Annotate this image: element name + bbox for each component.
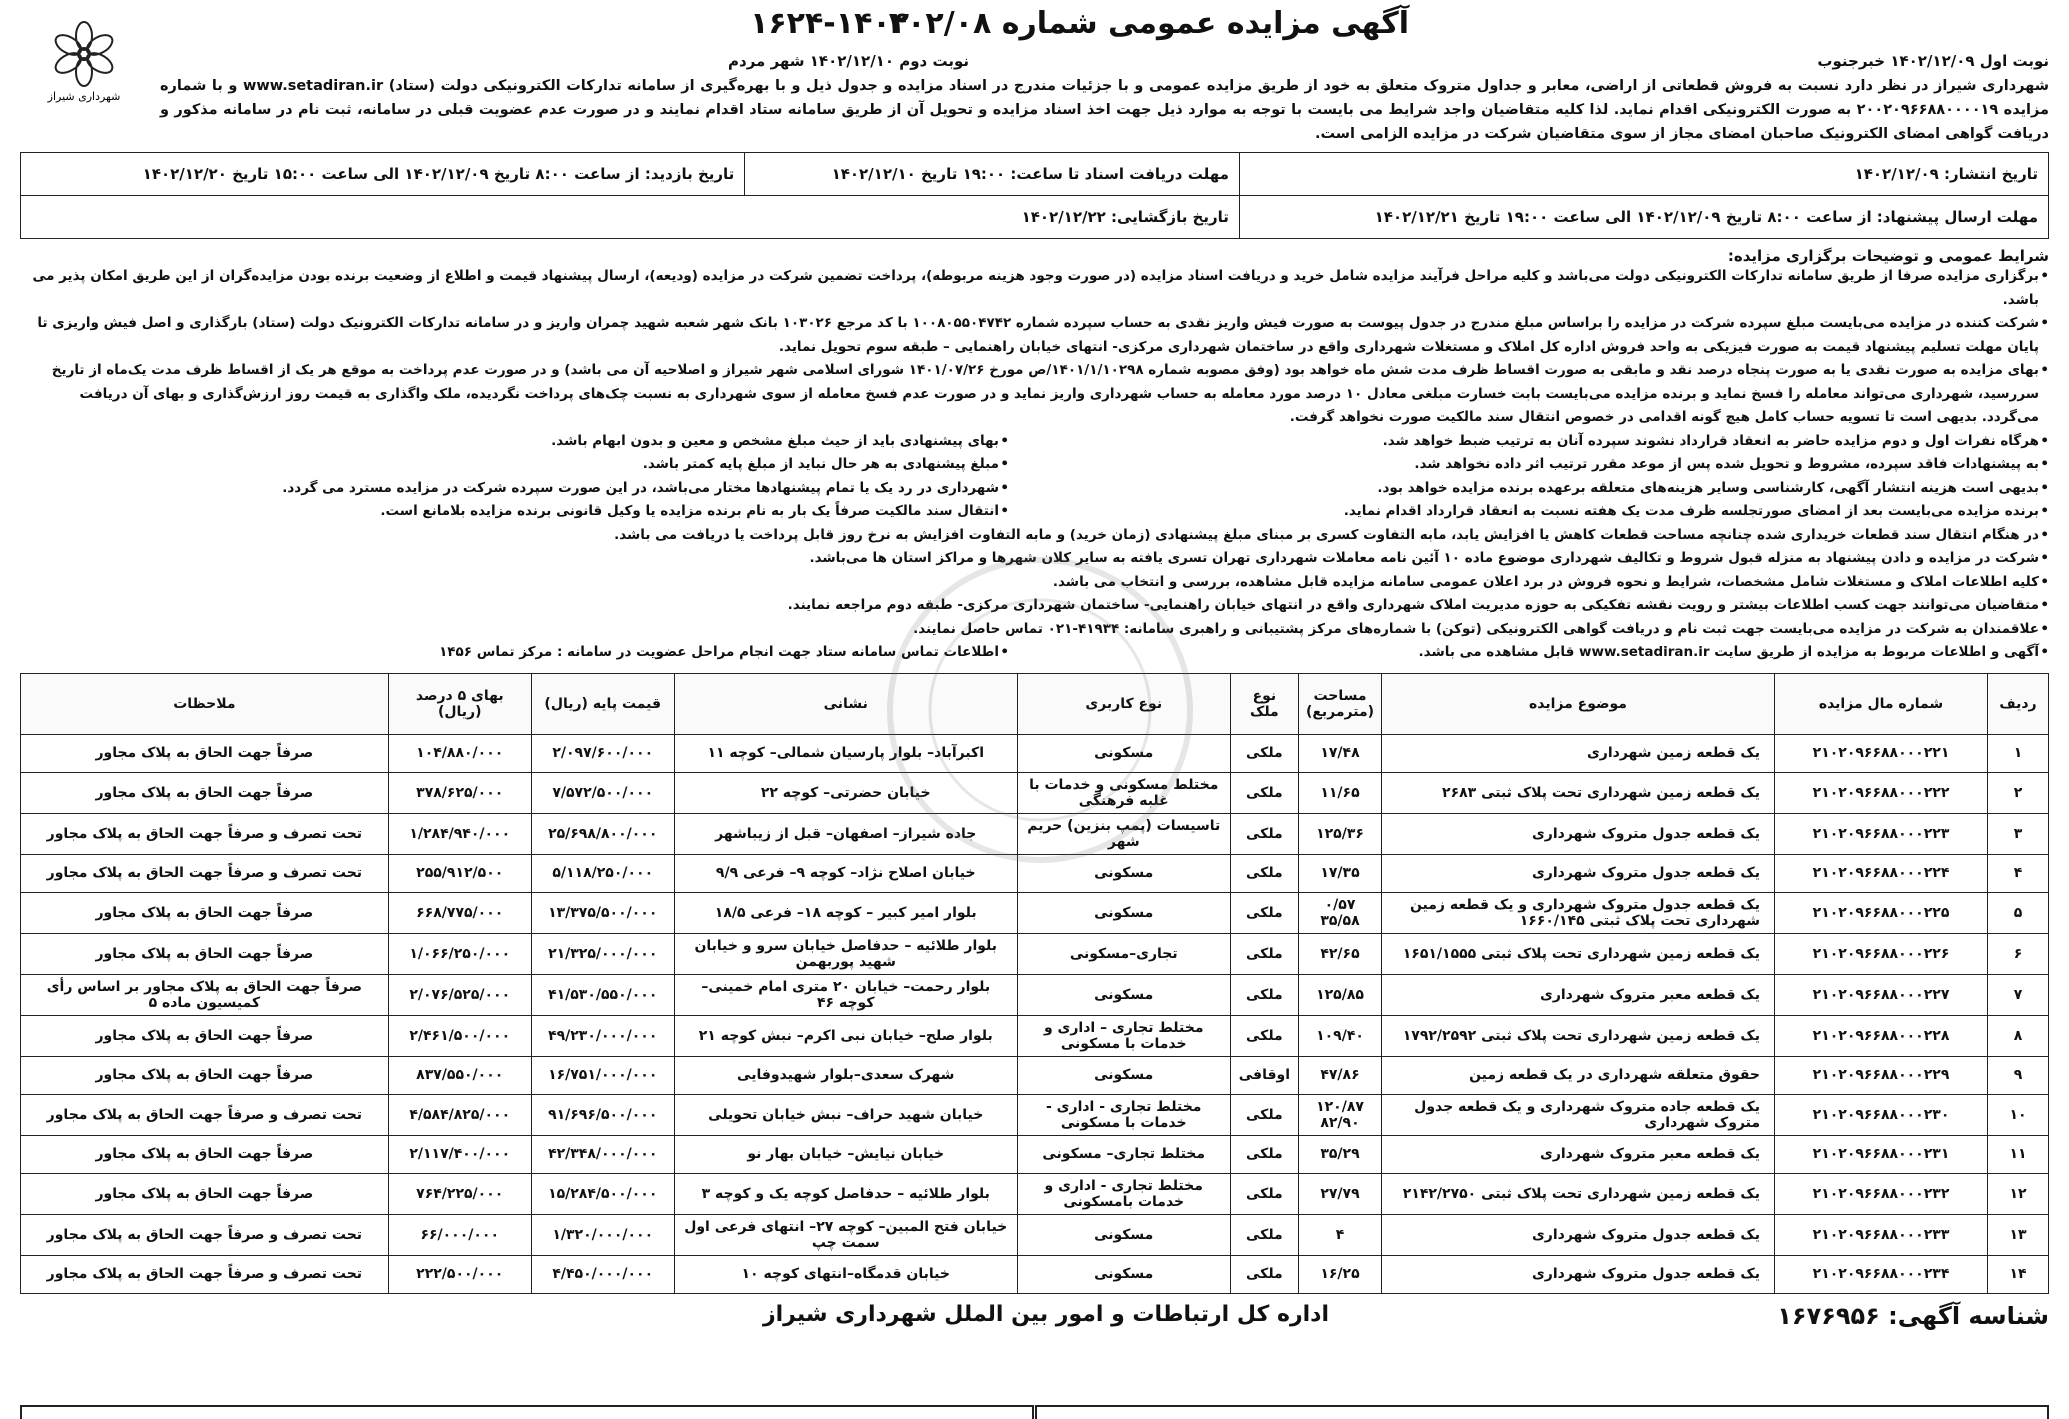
cell-row: ۱ xyxy=(1988,734,2049,772)
table-row xyxy=(21,772,2049,813)
notice-title: آگهی مزایده عمومی شماره ۴۰۲/۰۸ xyxy=(888,6,1409,41)
cell-base-price: ۴/۴۵۰/۰۰۰/۰۰۰ xyxy=(531,1255,674,1293)
cell-deposit: ۱۰۴/۸۸۰/۰۰۰ xyxy=(388,734,531,772)
cell-address: خیابان شهید حراف– نبش خیابان تحویلی xyxy=(674,1094,1017,1135)
cell-notes: صرفاً جهت الحاق به پلاک مجاور xyxy=(21,1056,389,1094)
cell-asset-no: ۲۱۰۲۰۹۶۶۸۸۰۰۰۲۲۹ xyxy=(1775,1056,1988,1094)
cell-row: ۹ xyxy=(1988,1056,2049,1094)
cell-address: خیابان حضرتی– کوچه ۲۲ xyxy=(674,772,1017,813)
cell-address: خیابان فتح المبین– کوچه ۲۷– انتهای فرعی اول سمت چپ xyxy=(674,1214,1017,1255)
cell-base-price: ۱۵/۲۸۴/۵۰۰/۰۰۰ xyxy=(531,1173,674,1214)
cell-base-price: ۴۹/۲۳۰/۰۰۰/۰۰۰ xyxy=(531,1015,674,1056)
publication-row xyxy=(20,50,2049,74)
cell-base-price: ۱۳/۳۷۵/۵۰۰/۰۰۰ xyxy=(531,892,674,933)
cell-deposit: ۶۶۸/۷۷۵/۰۰۰ xyxy=(388,892,531,933)
cell-area: ۲۷/۷۹ xyxy=(1299,1173,1382,1214)
cell-notes: صرفاً جهت الحاق به پلاک مجاور xyxy=(21,933,389,974)
cell-area: ۳۵/۲۹ xyxy=(1299,1135,1382,1173)
cell-ownership: ملکی xyxy=(1230,892,1298,933)
conditions-full-list xyxy=(20,265,2049,430)
cell-address: خیابان اصلاح نژاد– کوچه ۹– فرعی ۹/۹ xyxy=(674,854,1017,892)
cell-subject: یک قطعه زمین شهرداری تحت پلاک ثبتی ۲۶۸۳ xyxy=(1382,772,1775,813)
cell-notes: صرفاً جهت الحاق به پلاک مجاور xyxy=(21,1173,389,1214)
cell-subject: یک قطعه زمین شهرداری تحت پلاک ثبتی ۲۱۴۲/۲۷۵۰ xyxy=(1382,1173,1775,1214)
table-row xyxy=(21,1056,2049,1094)
table-body xyxy=(21,734,2049,1293)
cell-subject: یک قطعه زمین شهرداری تحت پلاک ثبتی ۱۶۵۱/۱۵۵۵ xyxy=(1382,933,1775,974)
conditions-title: شرایط عمومی و توضیحات برگزاری مزایده: xyxy=(1727,247,2049,265)
cell-asset-no: ۲۱۰۲۰۹۶۶۸۸۰۰۰۲۳۰ xyxy=(1775,1094,1988,1135)
cell-asset-no: ۲۱۰۲۰۹۶۶۸۸۰۰۰۲۳۴ xyxy=(1775,1255,1988,1293)
cell-subject: یک قطعه جدول متروک شهرداری xyxy=(1382,813,1775,854)
cell-ownership: ملکی xyxy=(1230,1214,1298,1255)
cell-deposit: ۶۶/۰۰۰/۰۰۰ xyxy=(388,1214,531,1255)
cell-asset-no: ۲۱۰۲۰۹۶۶۸۸۰۰۰۲۳۲ xyxy=(1775,1173,1988,1214)
cell-notes: صرفاً جهت الحاق به پلاک مجاور بر اساس رأی کمیسیون ماده ۵ xyxy=(21,974,389,1015)
condition-item: • بهای پیشنهادی باید از حیث مبلغ مشخص و معین و بدون ابهام باشد. xyxy=(20,430,1009,454)
cell-notes: صرفاً جهت الحاق به پلاک مجاور xyxy=(21,772,389,813)
header-row-no: ردیف xyxy=(1988,673,2049,734)
cell-area: ۱۰۹/۴۰ xyxy=(1299,1015,1382,1056)
cell-subject: یک قطعه جاده متروک شهرداری و یک قطعه جدول متروک شهرداری xyxy=(1382,1094,1775,1135)
cell-ownership: ملکی xyxy=(1230,1094,1298,1135)
cell-row: ۴ xyxy=(1988,854,2049,892)
conditions-right-list xyxy=(1039,430,2049,524)
cell-ownership: ملکی xyxy=(1230,933,1298,974)
cell-base-price: ۲۱/۳۲۵/۰۰۰/۰۰۰ xyxy=(531,933,674,974)
cell-address: شهرک سعدی–بلوار شهیدوفایی xyxy=(674,1056,1017,1094)
cell-address: خیابان نیایش– خیابان بهار نو xyxy=(674,1135,1017,1173)
cell-asset-no: ۲۱۰۲۰۹۶۶۸۸۰۰۰۲۲۳ xyxy=(1775,813,1988,854)
cell-asset-no: ۲۱۰۲۰۹۶۶۸۸۰۰۰۲۲۲ xyxy=(1775,772,1988,813)
header-ownership: نوع ملک xyxy=(1230,673,1298,734)
cell-area: ۴۲/۶۵ xyxy=(1299,933,1382,974)
cell-deposit: ۸۳۷/۵۵۰/۰۰۰ xyxy=(388,1056,531,1094)
table-row xyxy=(21,1015,2049,1056)
cell-ownership: ملکی xyxy=(1230,1135,1298,1173)
cell-usage: مسکونی xyxy=(1017,1056,1230,1094)
cell-area: ۱۲۵/۳۶ xyxy=(1299,813,1382,854)
condition-item: • متقاضیان می‌توانند جهت کسب اطلاعات بیشتر و رویت نقشه تفکیکی به حوزه مدیریت املاک شهرداری واقع در انتهای خیابان راهنمایی- ساختمان شهرداری مرکزی- طبقه دوم مراجعه نمایند. xyxy=(20,594,2049,618)
cell-row: ۱۳ xyxy=(1988,1214,2049,1255)
cell-deposit: ۲/۰۷۶/۵۲۵/۰۰۰ xyxy=(388,974,531,1015)
header-area: مساحت (مترمربع) xyxy=(1299,673,1382,734)
cell-row: ۸ xyxy=(1988,1015,2049,1056)
cell-area: ۱۷/۴۸ xyxy=(1299,734,1382,772)
table-row xyxy=(21,1255,2049,1293)
cell-usage: مسکونی xyxy=(1017,1214,1230,1255)
cell-notes: تحت تصرف و صرفاً جهت الحاق به پلاک مجاور xyxy=(21,1255,389,1293)
cell-usage: مختلط تجاری– مسکونی xyxy=(1017,1135,1230,1173)
cell-row: ۱۱ xyxy=(1988,1135,2049,1173)
header-deposit: بهای ۵ درصد (ریال) xyxy=(388,673,531,734)
condition-item: • برگزاری مزایده صرفا از طریق سامانه تدارکات الکترونیکی دولت می‌باشد و کلیه مراحل فرآیند مزایده شامل خرید و دریافت اسناد مزایده (در صورت وجود هزینه مربوطه)، پرداخت تضمین شرکت در مزایده (ودیعه)، ارسال پیشنهاد قیمت و اطلاع از وضعیت برنده بودن مزایده‌گران از این طریق امکان پذیر می باشد. xyxy=(20,265,2049,312)
cell-usage: مسکونی xyxy=(1017,854,1230,892)
cell-area: ۱۱/۶۵ xyxy=(1299,772,1382,813)
logo-text: شهرداری شیراز xyxy=(47,90,121,103)
cell-address: بلوار طلائیه – حدفاصل کوچه یک و کوچه ۳ xyxy=(674,1173,1017,1214)
cell-subject: یک قطعه جدول متروک شهرداری xyxy=(1382,1255,1775,1293)
cell-usage: مسکونی xyxy=(1017,974,1230,1015)
cell-notes: صرفاً جهت الحاق به پلاک مجاور xyxy=(21,734,389,772)
dates-grid xyxy=(20,152,2049,239)
header-base-price: قیمت پایه (ریال) xyxy=(531,673,674,734)
cell-row: ۳ xyxy=(1988,813,2049,854)
cell-notes: تحت تصرف و صرفاً جهت الحاق به پلاک مجاور xyxy=(21,854,389,892)
cell-usage: تاسیسات (پمپ بنزین) حریم شهر xyxy=(1017,813,1230,854)
cell-deposit: ۲۵۵/۹۱۲/۵۰۰ xyxy=(388,854,531,892)
cell-notes: صرفاً جهت الحاق به پلاک مجاور xyxy=(21,892,389,933)
cell-ownership: ملکی xyxy=(1230,1255,1298,1293)
cell-notes: صرفاً جهت الحاق به پلاک مجاور xyxy=(21,1015,389,1056)
cell-deposit: ۱/۲۸۴/۹۴۰/۰۰۰ xyxy=(388,813,531,854)
condition-item: • شرکت کننده در مزایده می‌بایست مبلغ سپرده شرکت در مزایده را براساس مبلغ مندرج در جدول پیوست به صورت فیش واریز نقدی به حساب سپرده شماره ۱۰۰۸۰۵۵۰۴۷۴۲ با کد مرجع ۱۰۳۰۲۶ بانک شهر شعبه شهید چمران واریز و در سامانه تدارکات الکترونیک دولت (ستاد) بارگذاری و اصل فیش واریزی تا پایان مهلت تسلیم پیشنهاد قیمت به صورت فیزیکی به واحد فروش اداره کل املاک و مستغلات شهرداری واقع در ساختمان شهرداری مرکزی- انتهای خیابان راهنمایی – طبقه سوم تحویل نماید. xyxy=(20,312,2049,359)
cell-row: ۷ xyxy=(1988,974,2049,1015)
conditions-tail-list xyxy=(20,524,2049,642)
cell-subject: یک قطعه معبر متروک شهرداری xyxy=(1382,1135,1775,1173)
table-row xyxy=(21,892,2049,933)
cell-notes: تحت تصرف و صرفاً جهت الحاق به پلاک مجاور xyxy=(21,1094,389,1135)
cell-deposit: ۲/۱۱۷/۴۰۰/۰۰۰ xyxy=(388,1135,531,1173)
cell-usage: مسکونی xyxy=(1017,1255,1230,1293)
cell-base-price: ۹۱/۶۹۶/۵۰۰/۰۰۰ xyxy=(531,1094,674,1135)
cell-address: جاده شیراز– اصفهان– قبل از زیباشهر xyxy=(674,813,1017,854)
cell-base-price: ۴۲/۳۴۸/۰۰۰/۰۰۰ xyxy=(531,1135,674,1173)
last-condition-row xyxy=(20,641,2049,665)
cell-deposit: ۱/۰۶۶/۲۵۰/۰۰۰ xyxy=(388,933,531,974)
cell-address: بلوار رحمت– خیابان ۲۰ متری امام خمینی– کوچه ۴۶ xyxy=(674,974,1017,1015)
table-row xyxy=(21,1135,2049,1173)
cell-asset-no: ۲۱۰۲۰۹۶۶۸۸۰۰۰۲۲۶ xyxy=(1775,933,1988,974)
cell-deposit: ۳۷۸/۶۲۵/۰۰۰ xyxy=(388,772,531,813)
cell-notes: تحت تصرف و صرفاً جهت الحاق به پلاک مجاور xyxy=(21,1214,389,1255)
condition-item: • آگهی و اطلاعات مربوط به مزایده از طریق سایت www.setadiran.ir قابل مشاهده می باشد. xyxy=(1039,641,2049,665)
notice-id: شناسه آگهی: ۱۶۷۶۹۵۶ xyxy=(1777,1301,2049,1330)
first-publication: نوبت اول ۱۴۰۲/۱۲/۰۹ خبرجنوب xyxy=(1817,52,2049,70)
cell-asset-no: ۲۱۰۲۰۹۶۶۸۸۰۰۰۲۲۵ xyxy=(1775,892,1988,933)
table-row xyxy=(21,1094,2049,1135)
cell-row: ۱۴ xyxy=(1988,1255,2049,1293)
cell-subject: یک قطعه جدول متروک شهرداری و یک قطعه زمین شهرداری تحت پلاک ثبتی ۱۶۶۰/۱۴۵ xyxy=(1382,892,1775,933)
conditions-last-right xyxy=(1039,641,2049,665)
condition-item: • مبلغ پیشنهادی به هر حال نباید از مبلغ پایه کمتر باشد. xyxy=(20,453,1009,477)
cell-deposit: ۴/۵۸۴/۸۲۵/۰۰۰ xyxy=(388,1094,531,1135)
condition-item: • علاقمندان به شرکت در مزایده می‌بایست جهت ثبت نام و دریافت گواهی الکترونیکی (توکن) با شماره‌های مرکز پشتیبانی و راهبری سامانه: ۴۱۹۳۴-۰۲۱ تماس حاصل نمایند. xyxy=(20,618,2049,642)
cell-area: ۱۶/۲۵ xyxy=(1299,1255,1382,1293)
cell-usage: مختلط تجاری - اداری و خدمات بامسکونی xyxy=(1017,1173,1230,1214)
cell-subject: یک قطعه جدول متروک شهرداری xyxy=(1382,854,1775,892)
table-row xyxy=(21,1173,2049,1214)
condition-item: • شهرداری در رد یک یا تمام پیشنهادها مختار می‌باشد، در این صورت سپرده شرکت در مزایده مسترد می گردد. xyxy=(20,477,1009,501)
table-header-row xyxy=(21,673,2049,734)
table-row xyxy=(21,854,2049,892)
header-usage: نوع کاربری xyxy=(1017,673,1230,734)
cell-subject: حقوق متعلقه شهرداری در یک قطعه زمین xyxy=(1382,1056,1775,1094)
intro-paragraph: شهرداری شیراز در نظر دارد نسبت به فروش قطعاتی از اراضی، معابر و جداول متروک متعلق به خود از طریق مزایده عمومی و با جزئیات مندرج در اسناد مزایده و جدول ذیل و با بهره‌گیری از سامانه تدارکات الکترونیکی دولت (ستاد) www.setadiran.ir و با شماره مزایده ۲۰۰۲۰۹۶۶۸۸۰۰۰۰۱۹ به صورت الکترونیکی اقدام نماید. لذا کلیه متقاضیان واجد شرایط می بایست با توجه به موارد ذیل جهت اخذ اسناد مزایده و تحویل آن از طریق سامانه ستاد اقدام نمایند و در صورت عدم عضویت قبلی در سامانه، ثبت نام در سامانه مذکور و دریافت گواهی امضای الکترونیک صاحبان امضای مجاز از سوی متقاضیان شرکت در مزایده الزامی است. xyxy=(160,78,2049,142)
cell-base-price: ۴۱/۵۳۰/۵۵۰/۰۰۰ xyxy=(531,974,674,1015)
cell-base-price: ۲/۰۹۷/۶۰۰/۰۰۰ xyxy=(531,734,674,772)
cell-asset-no: ۲۱۰۲۰۹۶۶۸۸۰۰۰۲۳۳ xyxy=(1775,1214,1988,1255)
cell-ownership: اوقافی xyxy=(1230,1056,1298,1094)
cell-row: ۶ xyxy=(1988,933,2049,974)
cell-usage: مختلط تجاری – اداری و خدمات با مسکونی xyxy=(1017,1015,1230,1056)
cell-deposit: ۷۶۴/۲۲۵/۰۰۰ xyxy=(388,1173,531,1214)
cell-area: ۱۲۰/۸۷ ۸۲/۹۰ xyxy=(1299,1094,1382,1135)
condition-item: • به پیشنهادات فاقد سپرده، مشروط و تحویل شده پس از موعد مقرر ترتیب اثر داده نخواهد شد. xyxy=(1039,453,2049,477)
conditions-last-left xyxy=(20,641,1039,665)
cell-ownership: ملکی xyxy=(1230,813,1298,854)
cell-base-price: ۵/۱۱۸/۲۵۰/۰۰۰ xyxy=(531,854,674,892)
opening-date: تاریخ بازگشایی: ۱۴۰۲/۱۲/۲۲ xyxy=(21,196,1240,239)
cell-usage: مسکونی xyxy=(1017,892,1230,933)
cell-deposit: ۲۲۲/۵۰۰/۰۰۰ xyxy=(388,1255,531,1293)
issuing-office: اداره کل ارتباطات و امور بین الملل شهرداری شیراز xyxy=(762,1301,1329,1327)
footer xyxy=(20,1298,2049,1338)
cell-address: بلوار صلح– خیابان نبی اکرم– نبش کوچه ۲۱ xyxy=(674,1015,1017,1056)
cell-ownership: ملکی xyxy=(1230,854,1298,892)
submit-deadline: مهلت ارسال پیشنهاد: از ساعت ۸:۰۰ تاریخ ۱۴۰۲/۱۲/۰۹ الی ساعت ۱۹:۰۰ تاریخ ۱۴۰۲/۱۲/۲۱ xyxy=(1239,196,2048,239)
cell-usage: مختلط تجاری - اداری - خدمات با مسکونی xyxy=(1017,1094,1230,1135)
condition-item: • شرکت در مزایده و دادن پیشنهاد به منزله قبول شروط و تکالیف شهرداری موضوع ماده ۱۰ آئین نامه معاملات شهرداری تهران تسری یافته به سایر کلان شهرها و مراکز استان ها می‌باشد. xyxy=(20,547,2049,571)
cell-deposit: ۲/۴۶۱/۵۰۰/۰۰۰ xyxy=(388,1015,531,1056)
cell-ownership: ملکی xyxy=(1230,974,1298,1015)
table-row xyxy=(21,974,2049,1015)
cell-subject: یک قطعه معبر متروک شهرداری xyxy=(1382,974,1775,1015)
cell-usage: تجاری–مسکونی xyxy=(1017,933,1230,974)
condition-item: • برنده مزایده می‌بایست بعد از امضای صورتجلسه ظرف مدت یک هفته نسبت به انعقاد قرارداد اقدام نماید. xyxy=(1039,500,2049,524)
cell-address: بلوار امیر کبیر – کوچه ۱۸– فرعی ۱۸/۵ xyxy=(674,892,1017,933)
cell-ownership: ملکی xyxy=(1230,734,1298,772)
cell-notes: صرفاً جهت الحاق به پلاک مجاور xyxy=(21,1135,389,1173)
cell-asset-no: ۲۱۰۲۰۹۶۶۸۸۰۰۰۲۲۱ xyxy=(1775,734,1988,772)
publish-date: تاریخ انتشار: ۱۴۰۲/۱۲/۰۹ xyxy=(1239,153,2048,196)
doc-deadline: مهلت دریافت اسناد تا ساعت: ۱۹:۰۰ تاریخ ۱۴۰۲/۱۲/۱۰ xyxy=(745,153,1240,196)
second-publication: نوبت دوم ۱۴۰۲/۱۲/۱۰ شهر مردم xyxy=(728,52,969,70)
table-row xyxy=(21,813,2049,854)
header-subject: موضوع مزایده xyxy=(1382,673,1775,734)
cell-base-price: ۱۶/۷۵۱/۰۰۰/۰۰۰ xyxy=(531,1056,674,1094)
cell-subject: یک قطعه زمین شهرداری تحت پلاک ثبتی ۱۷۹۲/۲۵۹۲ xyxy=(1382,1015,1775,1056)
auction-items-table xyxy=(20,673,2049,1294)
cell-usage: مختلط مسکونی و خدمات با غلبه فرهنگی xyxy=(1017,772,1230,813)
condition-item: • هرگاه نفرات اول و دوم مزایده حاضر به انعقاد قرارداد نشوند سپرده آنان به ترتیب ضبط خواهد شد. xyxy=(1039,430,2049,454)
header-address: نشانی xyxy=(674,673,1017,734)
condition-item: • بدیهی است هزینه انتشار آگهی، کارشناسی وسایر هزینه‌های متعلقه برعهده برنده مزایده خواهد بود. xyxy=(1039,477,2049,501)
cell-address: خیابان قدمگاه–انتهای کوچه ۱۰ xyxy=(674,1255,1017,1293)
condition-item: • انتقال سند مالکیت صرفاً یک بار به نام برنده مزایده یا وکیل قانونی برنده مزایده بلامانع است. xyxy=(20,500,1009,524)
conditions-left-list xyxy=(20,430,1039,524)
cell-notes: تحت تصرف و صرفاً جهت الحاق به پلاک مجاور xyxy=(21,813,389,854)
cell-row: ۱۰ xyxy=(1988,1094,2049,1135)
cell-ownership: ملکی xyxy=(1230,1173,1298,1214)
visit-date: تاریخ بازدید: از ساعت ۸:۰۰ تاریخ ۱۴۰۲/۱۲/۰۹ الی ساعت ۱۵:۰۰ تاریخ ۱۴۰۲/۱۲/۲۰ xyxy=(21,153,745,196)
cell-base-price: ۷/۵۷۲/۵۰۰/۰۰۰ xyxy=(531,772,674,813)
cell-ownership: ملکی xyxy=(1230,1015,1298,1056)
condition-item: • کلیه اطلاعات املاک و مستغلات شامل مشخصات، شرایط و نحوه فروش در برد اعلان عمومی سامانه مزایده قابل مشاهده، بررسی و انتخاب می باشد. xyxy=(20,571,2049,595)
table-row xyxy=(21,933,2049,974)
cell-row: ۵ xyxy=(1988,892,2049,933)
cell-area: ۱۲۵/۸۵ xyxy=(1299,974,1382,1015)
condition-item: • در هنگام انتقال سند قطعات خریداری شده چنانچه مساحت قطعات کاهش یا افزایش یابد، مابه التفاوت کسری بر مبنای مبلغ پیشنهادی (زمان خرید) و مابه التفاوت افزایش به نرخ روز قابل پرداخت یا دریافت می باشد. xyxy=(20,524,2049,548)
cell-area: ۴۷/۸۶ xyxy=(1299,1056,1382,1094)
cell-subject: یک قطعه جدول متروک شهرداری xyxy=(1382,1214,1775,1255)
table-row xyxy=(21,1214,2049,1255)
cell-base-price: ۲۵/۶۹۸/۸۰۰/۰۰۰ xyxy=(531,813,674,854)
condition-item: • بهای مزایده به صورت نقدی یا به صورت پنجاه درصد نقد و مابقی به صورت اقساط ظرف مدت شش ماه خواهد بود (وفق مصوبه شماره ۱۴۰۱/۱/۱۰۲۹۸/ص مورخ ۱۴۰۱/۰۷/۲۶ شورای اسلامی شهر شیراز و اصلاحیه آن می باشد) و در صورت عدم پرداخت به موقع هر یک از اقساط ظرف مدت یک‌ماه از تاریخ سررسید، شهرداری می‌تواند معامله را فسخ نماید و برنده مزایده می‌بایست بابت خسارت مبلغی معادل ۱۰ درصد مورد معامله به حساب شهرداری واریز نماید و در صورت عدم فسخ معامله از سوی شهرداری به نسبت چک‌های پرداخت نگردیده، ملک واگذاری به قیمت روز ارزش‌گذاری و بهای آن دریافت می‌گردد. بدیهی است تا تسویه حساب کامل هیچ گونه اقدامی در خصوص انتقال سند مالکیت صورت نخواهد گرفت. xyxy=(20,359,2049,430)
notice-ref-code: ۱۶۲۴-۱۴۰۲ xyxy=(750,6,909,41)
cell-asset-no: ۲۱۰۲۰۹۶۶۸۸۰۰۰۲۲۴ xyxy=(1775,854,1988,892)
bottom-frames xyxy=(20,1405,2049,1417)
cell-area: ۱۷/۳۵ xyxy=(1299,854,1382,892)
cell-asset-no: ۲۱۰۲۰۹۶۶۸۸۰۰۰۲۲۸ xyxy=(1775,1015,1988,1056)
cell-address: اکبرآباد– بلوار پارسیان شمالی– کوچه ۱۱ xyxy=(674,734,1017,772)
cell-ownership: ملکی xyxy=(1230,772,1298,813)
cell-asset-no: ۲۱۰۲۰۹۶۶۸۸۰۰۰۲۳۱ xyxy=(1775,1135,1988,1173)
conditions-columns xyxy=(20,430,2049,524)
cell-asset-no: ۲۱۰۲۰۹۶۶۸۸۰۰۰۲۲۷ xyxy=(1775,974,1988,1015)
cell-row: ۱۲ xyxy=(1988,1173,2049,1214)
contact-info: • اطلاعات تماس سامانه ستاد جهت انجام مراحل عضویت در سامانه : مرکز تماس ۱۴۵۶ xyxy=(20,641,1009,665)
cell-subject: یک قطعه زمین شهرداری xyxy=(1382,734,1775,772)
cell-area: ۰/۵۷ ۳۵/۵۸ xyxy=(1299,892,1382,933)
cell-address: بلوار طلائیه – حدفاصل خیابان سرو و خیابان شهید پوربهمن xyxy=(674,933,1017,974)
header-asset-no: شماره مال مزایده xyxy=(1775,673,1988,734)
cell-area: ۴ xyxy=(1299,1214,1382,1255)
header-notes: ملاحظات xyxy=(21,673,389,734)
cell-row: ۲ xyxy=(1988,772,2049,813)
cell-usage: مسکونی xyxy=(1017,734,1230,772)
cell-base-price: ۱/۳۲۰/۰۰۰/۰۰۰ xyxy=(531,1214,674,1255)
table-row xyxy=(21,734,2049,772)
